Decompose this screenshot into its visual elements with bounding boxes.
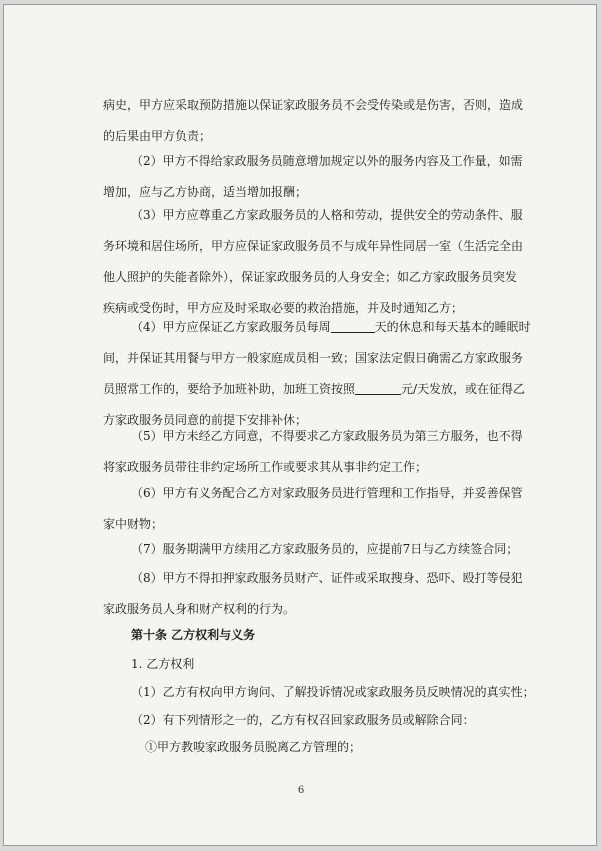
document-page: 病史，甲方应采取预防措施以保证家政服务员不会受传染或是伤害，否则，造成 的后果由甲方负责； （2）甲方不得给家政服务员随意增加规定以外的服务内容及工作量，如需 增加，应与乙方协商，适当增加报酬； （3）甲方应尊重乙方家政服务员的人格和劳动，提供安全的劳动条件、服 务环境和居住场所，甲方应保证家政服务员不与成年异性同居一室（生活完全由 他人照护的失能者除外），保证家政服务员的人身安全；如乙方家政服务员突发 疾病或受伤时，甲方应及时采取必要的救治措施，并及时通知乙方； （4）甲方应保证乙方家政服务员每周 天的休息和每天基本的睡眠时 间，并保证其用餐与甲方一般家庭成员相一致；国家法定假日确需乙方家政服务 员照常工作的，要给予加班补助，加班工资按照 元/天发放，或在征得乙 方家政服务员同意的前提下安排补休； （5）甲方未经乙方同意，不得要求乙方家政服务员为第三方服务，也不得 将家政服务员带往非约定场所工作或要求其从事非约定工作； （6）甲方有义务配合乙方对家政服务员进行管理和工作指导，并妥善保管 家中财物； （7）服务期满甲方续用乙方家政服务员的，应提前7日与乙方续签合同； （8）甲方不得扣押家政服务员财产、证件或采取搜身、恐吓、殴打等侵犯 家政服务员人身和财产权利的行为。 第十条 乙方权利与义务 1. 乙方权利 （1）乙方有权向甲方询问、了解投诉情况或家政服务员反映情况的真实性； （2）有下列情形之一的，乙方有权召回家政服务员或解除合同： ①甲方教唆家政服务员脱离乙方管理的； 6 [3, 4, 597, 846]
rest-days-blank [331, 320, 375, 333]
page-number: 6 [297, 785, 305, 796]
overtime-wage-blank [355, 382, 401, 395]
